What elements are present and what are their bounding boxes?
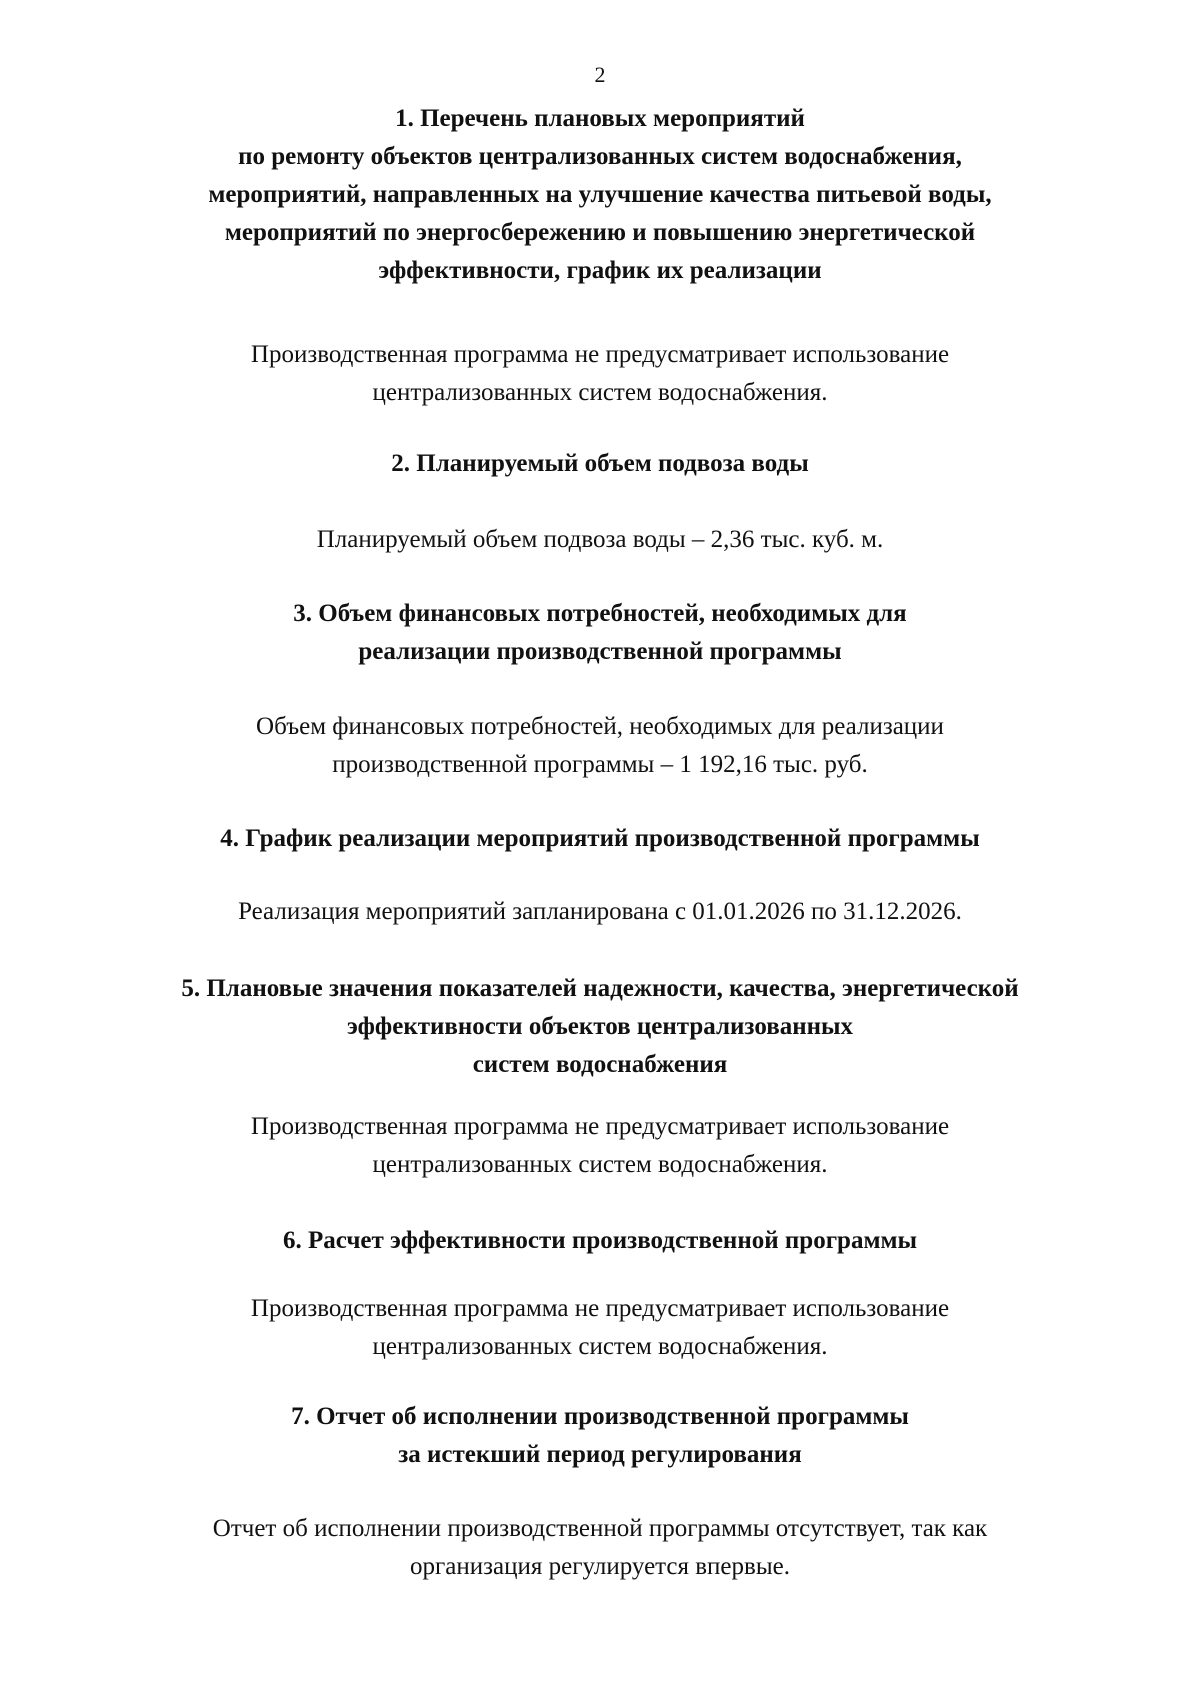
body-line: Реализация мероприятий запланирована с 01.01.2026 по 31.12.2026. [238,898,962,925]
body-line: Отчет об исполнении производственной программы отсутствует, так как [212,1515,988,1542]
body-line: производственной программы – 1 192,16 тыс. руб. [332,751,868,778]
heading-line: 1. Перечень плановых мероприятий [395,105,805,132]
section-1-heading [0,100,1200,290]
heading-line: 6. Расчет эффективности производственной программы [282,1227,918,1254]
heading-line: мероприятий, направленных на улучшение качества питьевой воды, [208,181,992,208]
body-line: централизованных систем водоснабжения. [372,1151,828,1178]
body-line: организация регулируется впервые. [410,1553,790,1580]
section-6-heading [0,1222,1200,1260]
section-3-heading [0,595,1200,671]
heading-line: за истекший период регулирования [398,1441,802,1468]
section-6-body [0,1290,1200,1366]
heading-line: эффективности объектов централизованных [346,1013,854,1040]
section-1-body [0,336,1200,412]
body-line: централизованных систем водоснабжения. [372,1333,828,1360]
section-5-heading [0,970,1200,1084]
section-5-body [0,1108,1200,1184]
body-line: Планируемый объем подвоза воды – 2,36 тыс. куб. м. [316,526,884,553]
heading-line: 4. График реализации мероприятий производственной программы [220,825,980,852]
heading-line: систем водоснабжения [472,1051,728,1078]
heading-line: 5. Плановые значения показателей надежности, качества, энергетической [181,975,1019,1002]
section-4-body [0,893,1200,931]
page-number: 2 [594,62,606,87]
heading-line: 2. Планируемый объем подвоза воды [391,450,809,477]
heading-line: мероприятий по энергосбережению и повышению энергетической [224,219,976,246]
heading-line: по ремонту объектов централизованных систем водоснабжения, [238,143,962,170]
section-7-body [0,1510,1200,1586]
section-7-heading [0,1398,1200,1474]
body-line: Производственная программа не предусматривает использование [250,341,950,368]
section-2-body [0,521,1200,559]
section-2-heading [0,445,1200,483]
section-4-heading [0,820,1200,858]
heading-line: реализации производственной программы [358,638,842,665]
body-line: централизованных систем водоснабжения. [372,379,828,406]
body-line: Производственная программа не предусматривает использование [250,1295,950,1322]
heading-line: 7. Отчет об исполнении производственной программы [291,1403,909,1430]
heading-line: 3. Объем финансовых потребностей, необходимых для [293,600,907,627]
body-line: Производственная программа не предусматривает использование [250,1113,950,1140]
section-3-body [0,708,1200,784]
body-line: Объем финансовых потребностей, необходимых для реализации [256,713,944,740]
heading-line: эффективности, график их реализации [378,257,822,284]
